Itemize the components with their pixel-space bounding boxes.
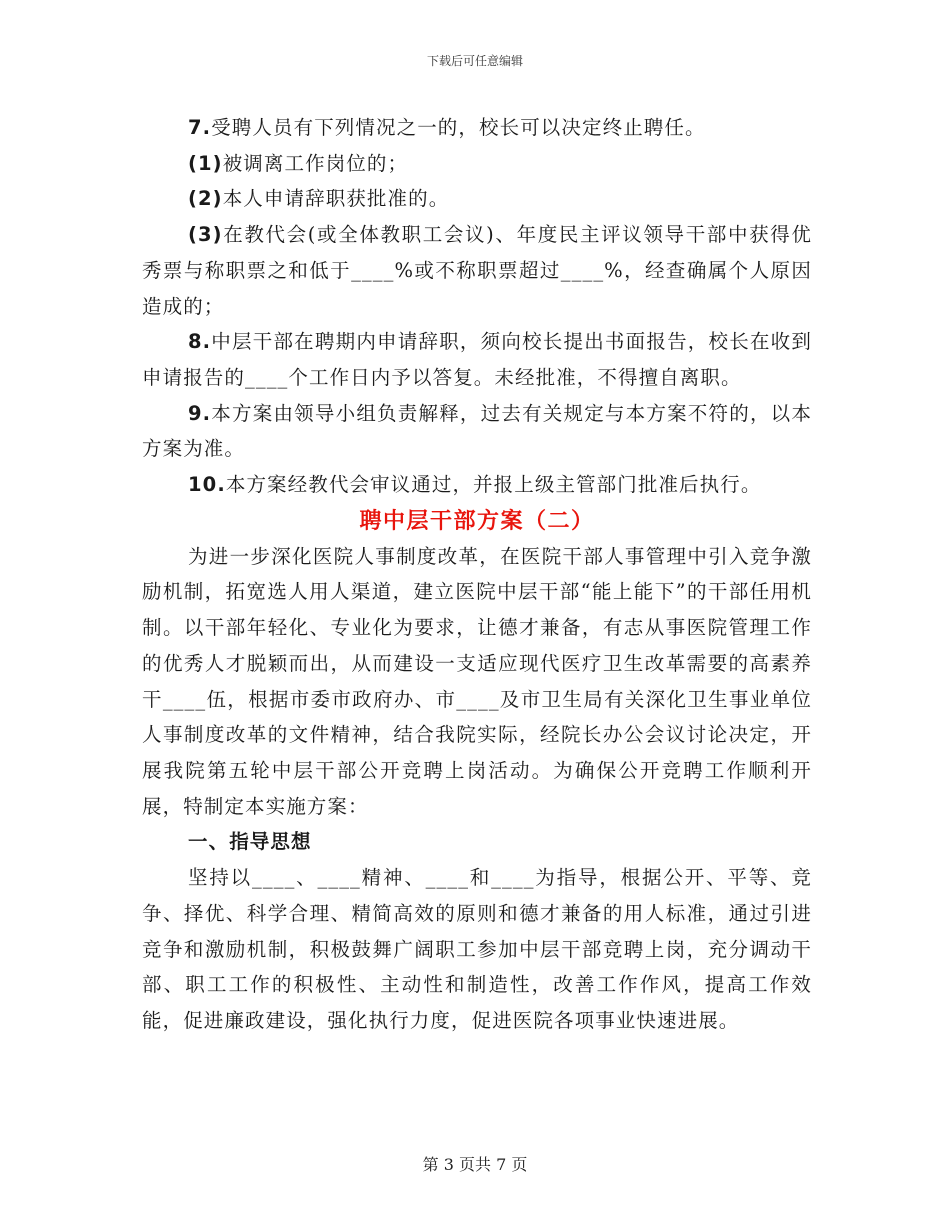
item-number: 8. <box>188 330 212 354</box>
item-text: 本人申请辞职获批准的。 <box>222 187 450 211</box>
item-text: 受聘人员有下列情况之一的，校长可以决定终止聘任。 <box>211 116 706 139</box>
item-text: 本方案由领导小组负责解释，过去有关规定与本方案不符的，以本方案为准。 <box>142 401 812 461</box>
header-note: 下载后可任意编辑 <box>426 54 523 68</box>
item-number: 10. <box>188 473 226 497</box>
item-text: 被调离工作岗位的； <box>222 151 409 175</box>
section-heading-guiding-thought: 一、指导思想 <box>188 830 312 854</box>
item-number: (1) <box>188 151 223 175</box>
item-9 <box>142 396 812 467</box>
item-7 <box>142 110 812 146</box>
item-text: 中层干部在聘期内申请辞职，须向校长提出书面报告，校长在收到申请报告的____个工作日内予以答复。未经批准，不得擅自离职。 <box>142 330 812 389</box>
item-number: 9. <box>188 401 212 425</box>
item-number: (2) <box>188 187 223 211</box>
item-8 <box>142 324 812 395</box>
section-title: 聘中层干部方案（二） <box>359 507 595 534</box>
item-text: 在教代会(或全体教职工会议)、年度民主评议领导干部中获得优秀票与称职票之和低于____%或不称职票超过____%，经查确属个人原因造成的； <box>142 223 812 318</box>
item-7-3 <box>142 217 812 324</box>
item-10 <box>142 467 812 503</box>
item-7-1 <box>142 146 812 182</box>
item-number: 7. <box>188 116 212 139</box>
item-text: 本方案经教代会审议通过，并报上级主管部门批准后执行。 <box>225 473 762 497</box>
guide-paragraph: 坚持以____、____精神、____和____为指导，根据公开、平等、竞争、择优、科学合理、精简高效的原则和德才兼备的用人标准，通过引进竞争和激励机制，积极鼓舞广阔职工参加中层干部竞聘上岗，充分调动干部、职工工作的积极性、主动性和制造性，改善工作作风，提高工作效能，促进廉政建设，强化执行力度，促进医院各项事业快速进展。 <box>142 866 812 1033</box>
item-7-2 <box>142 181 812 217</box>
document-body <box>142 110 812 1039</box>
page-footer: 第 3 页共 7 页 <box>422 1155 528 1174</box>
intro-paragraph: 为进一步深化医院人事制度改革，在医院干部人事管理中引入竞争激励机制，拓宽选人用人渠道，建立医院中层干部“能上能下”的干部任用机制。以干部年轻化、专业化为要求，让德才兼备，有志从事医院管理工作的优秀人才脱颖而出，从而建设一支适应现代医疗卫生改革需要的高素养干____伍，根据市委市政府办、市____及市卫生局有关深化卫生事业单位人事制度改革的文件精神，结合我院实际，经院长办公会议讨论决定，开展我院第五轮中层干部公开竞聘上岗活动。为确保公开竞聘工作顺利开展，特制定本实施方案： <box>142 544 812 818</box>
item-number: (3) <box>188 223 223 247</box>
